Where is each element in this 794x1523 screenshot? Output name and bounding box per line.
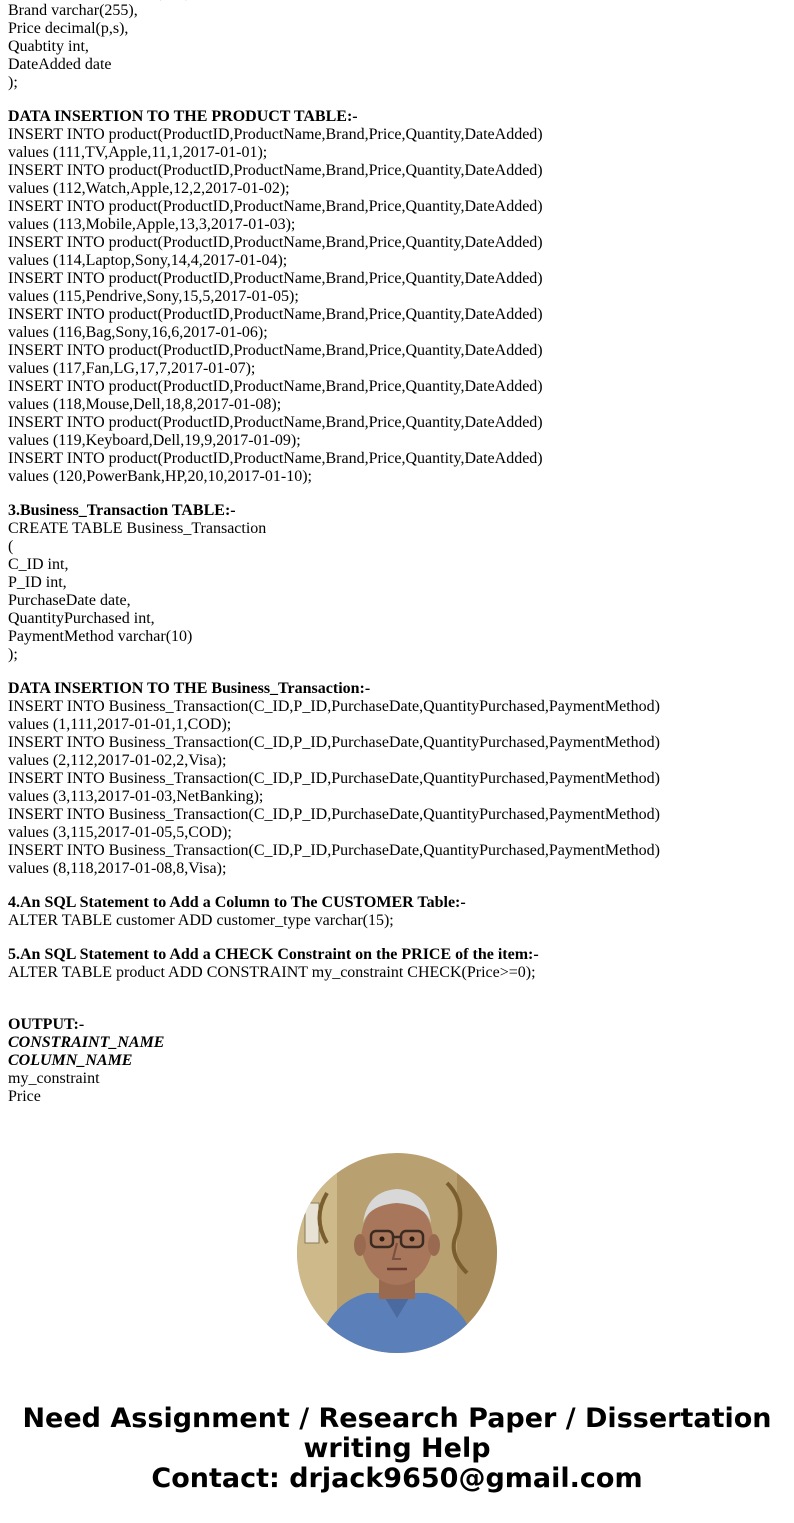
code-line: values (114,Laptop,Sony,14,4,2017-01-04);	[8, 252, 288, 269]
code-line: INSERT INTO product(ProductID,ProductName,Brand,Price,Quantity,DateAdded)	[8, 450, 543, 467]
code-line: INSERT INTO Business_Transaction(C_ID,P_ID,PurchaseDate,QuantityPurchased,PaymentMethod)	[8, 806, 660, 823]
code-line: INSERT INTO Business_Transaction(C_ID,P_ID,PurchaseDate,QuantityPurchased,PaymentMethod)	[8, 770, 660, 787]
code-line: values (116,Bag,Sony,16,6,2017-01-06);	[8, 324, 268, 341]
code-line: INSERT INTO product(ProductID,ProductName,Brand,Price,Quantity,DateAdded)	[8, 342, 543, 359]
section-heading-product-insert: DATA INSERTION TO THE PRODUCT TABLE:-	[8, 108, 358, 125]
code-line: INSERT INTO product(ProductID,ProductName,Brand,Price,Quantity,DateAdded)	[8, 234, 543, 251]
code-line: INSERT INTO product(ProductID,ProductName,Brand,Price,Quantity,DateAdded)	[8, 126, 543, 143]
promo-contact: Contact: drjack9650@gmail.com	[151, 1463, 643, 1494]
code-line: values (111,TV,Apple,11,1,2017-01-01);	[8, 144, 268, 161]
code-line: INSERT INTO product(ProductID,ProductName,Brand,Price,Quantity,DateAdded)	[8, 414, 543, 431]
code-line: (	[8, 538, 14, 555]
code-line: DateAdded date	[8, 56, 112, 73]
business-transaction-definition	[8, 520, 788, 664]
code-line: PurchaseDate date,	[8, 592, 131, 609]
code-line: Brand varchar(255),	[8, 2, 138, 19]
code-line: values (118,Mouse,Dell,18,8,2017-01-08);	[8, 396, 282, 413]
code-line: Quabtity int,	[8, 38, 89, 55]
code-line: values (8,118,2017-01-08,8,Visa);	[8, 860, 227, 877]
code-line: INSERT INTO Business_Transaction(C_ID,P_ID,PurchaseDate,QuantityPurchased,PaymentMethod)	[8, 734, 660, 751]
promo-line-2: writing Help	[303, 1433, 491, 1464]
code-line: ALTER TABLE product ADD CONSTRAINT my_constraint CHECK(Price>=0);	[8, 964, 536, 981]
code-line: values (3,115,2017-01-05,5,COD);	[8, 824, 232, 841]
bt-insert-statements	[8, 698, 788, 878]
product-insert-statements	[8, 126, 788, 486]
code-line: ALTER TABLE customer ADD customer_type varchar(15);	[8, 912, 394, 929]
code-line: INSERT INTO product(ProductID,ProductName,Brand,Price,Quantity,DateAdded)	[8, 306, 543, 323]
output-column-header: COLUMN_NAME	[8, 1052, 133, 1069]
code-line: P_ID int,	[8, 574, 67, 591]
code-line: values (120,PowerBank,HP,20,10,2017-01-10);	[8, 468, 312, 485]
code-line: values (117,Fan,LG,17,7,2017-01-07);	[8, 360, 256, 377]
code-line: );	[8, 74, 18, 91]
promo-line-1: Need Assignment / Research Paper / Dissertation	[22, 1403, 772, 1434]
product-table-definition	[8, 2, 788, 92]
code-line: values (119,Keyboard,Dell,19,9,2017-01-09);	[8, 432, 301, 449]
document-body	[8, 0, 788, 1106]
code-line: INSERT INTO Business_Transaction(C_ID,P_ID,PurchaseDate,QuantityPurchased,PaymentMethod)	[8, 698, 660, 715]
promo-banner	[0, 1404, 794, 1494]
output-value: Price	[8, 1088, 41, 1105]
code-line: values (113,Mobile,Apple,13,3,2017-01-03);	[8, 216, 296, 233]
code-line: values (115,Pendrive,Sony,15,5,2017-01-05);	[8, 288, 299, 305]
code-line: INSERT INTO product(ProductID,ProductName,Brand,Price,Quantity,DateAdded)	[8, 378, 543, 395]
code-line: CREATE TABLE Business_Transaction	[8, 520, 267, 537]
output-heading: OUTPUT:-	[8, 1016, 85, 1033]
code-line: values (112,Watch,Apple,12,2,2017-01-02);	[8, 180, 290, 197]
code-line: values (3,113,2017-01-03,NetBanking);	[8, 788, 264, 805]
code-line: PaymentMethod varchar(10)	[8, 628, 193, 645]
avatar-portrait-image	[297, 1153, 497, 1353]
code-line: values (1,111,2017-01-01,1,COD);	[8, 716, 232, 733]
output-column-header: CONSTRAINT_NAME	[8, 1034, 165, 1051]
code-line: C_ID int,	[8, 556, 69, 573]
code-line: QuantityPurchased int,	[8, 610, 155, 627]
code-line: INSERT INTO product(ProductID,ProductName,Brand,Price,Quantity,DateAdded)	[8, 198, 543, 215]
section-heading-business-transaction: 3.Business_Transaction TABLE:-	[8, 502, 236, 519]
avatar	[297, 1153, 497, 1353]
section-heading-check-constraint: 5.An SQL Statement to Add a CHECK Constraint on the PRICE of the item:-	[8, 946, 539, 963]
code-line: INSERT INTO product(ProductID,ProductName,Brand,Price,Quantity,DateAdded)	[8, 162, 543, 179]
code-line: INSERT INTO Business_Transaction(C_ID,P_ID,PurchaseDate,QuantityPurchased,PaymentMethod)	[8, 842, 660, 859]
code-line: values (2,112,2017-01-02,2,Visa);	[8, 752, 227, 769]
code-line: );	[8, 646, 18, 663]
section-heading-alter-column: 4.An SQL Statement to Add a Column to The CUSTOMER Table:-	[8, 894, 466, 911]
code-line: Price decimal(p,s),	[8, 20, 129, 37]
code-line: INSERT INTO product(ProductID,ProductName,Brand,Price,Quantity,DateAdded)	[8, 270, 543, 287]
output-value: my_constraint	[8, 1070, 100, 1087]
section-heading-bt-insert: DATA INSERTION TO THE Business_Transaction:-	[8, 680, 371, 697]
